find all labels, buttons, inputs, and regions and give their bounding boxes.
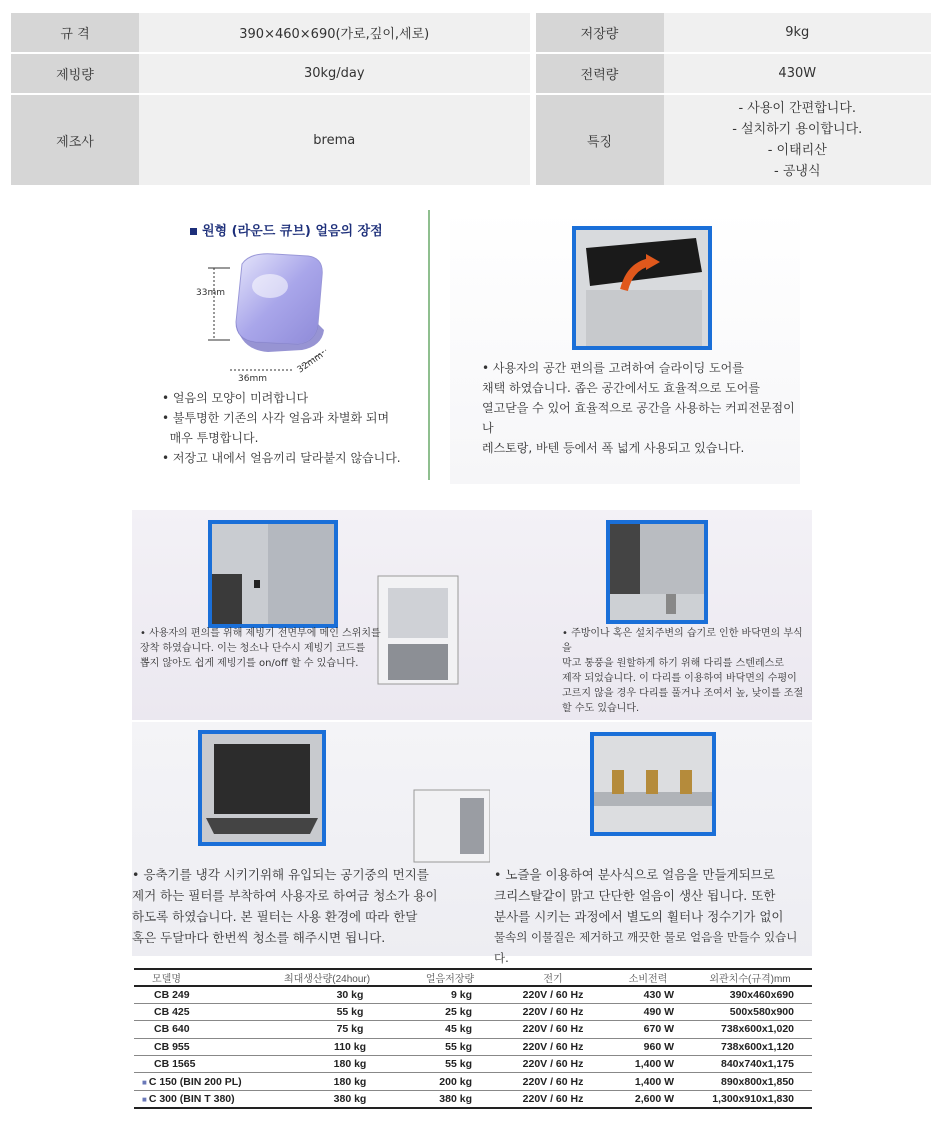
spray-nozzle-panel <box>490 722 812 965</box>
ice-cube-panel <box>160 210 430 484</box>
main-switch-panel <box>132 510 490 720</box>
size: 390x460x690 <box>688 986 812 1003</box>
power: 670 W <box>608 1021 688 1038</box>
production: 180 kg <box>252 1056 402 1073</box>
air-filter-photo <box>198 730 326 846</box>
row-mark-icon: ■ <box>142 1094 147 1104</box>
production: 110 kg <box>252 1038 402 1055</box>
feature-item: - 공냉식 <box>774 164 821 179</box>
spec-label: 규 격 <box>11 13 139 54</box>
electric: 220V / 60 Hz <box>498 1073 608 1090</box>
sliding-door-panel <box>450 210 800 484</box>
spec-value: 390×460×690(가로,깊이,세로) <box>139 13 530 54</box>
features-list <box>664 95 931 187</box>
power: 1,400 W <box>608 1073 688 1090</box>
door-panel-text: • 사용자의 공간 편의를 고려하여 슬라이딩 도어를 채택 하였습니다. 좁은 공간에서도 효율적으로 도어를 열고닫을 수 있어 효율적으로 공간을 사용하는 커피전문점이나 레스토랑, 바텐 등에서 폭 넓게 사용되고 있습니다. <box>482 361 795 455</box>
model-name: CB 249 <box>154 988 190 1001</box>
ice-machine-door-icon <box>576 230 708 346</box>
spray-nozzle-photo <box>590 732 716 836</box>
stainless-legs-photo <box>606 520 708 624</box>
dimension-depth: 32mm <box>295 350 326 376</box>
storage: 55 kg <box>402 1038 498 1055</box>
spec-row <box>11 54 931 95</box>
storage: 25 kg <box>402 1003 498 1020</box>
ice-machine-outline-icon <box>404 780 504 870</box>
filter-panel-text: • 응축기를 냉각 시키기위해 유입되는 공기중의 먼지를 제거 하는 필터를 부착하여 사용자로 하여금 청소가 용이 하도록 하였습니다. 본 필터는 사용 환경에 따라 한달 혹은 두달마다 한번씩 청소를 해주시면 됩니다. <box>132 867 438 945</box>
ice-panel-text <box>162 388 430 468</box>
table-row <box>134 986 812 1003</box>
table-row <box>134 1056 812 1073</box>
size: 1,300x910x1,830 <box>688 1090 812 1107</box>
table-row <box>134 1090 812 1107</box>
table-row <box>134 1003 812 1020</box>
power: 490 W <box>608 1003 688 1020</box>
model-spec-table <box>134 968 812 1109</box>
stainless-legs-panel <box>490 510 812 720</box>
electric: 220V / 60 Hz <box>498 1090 608 1107</box>
size: 840x740x1,175 <box>688 1056 812 1073</box>
spec-label: 제빙량 <box>11 54 139 95</box>
electric: 220V / 60 Hz <box>498 1056 608 1073</box>
legs-panel-text: • 주방이나 혹은 설치주변의 습기로 인한 바닥면의 부식을 막고 통풍을 원할하게 하기 위해 다리를 스텐레스로 제작 되었습니다. 이 다리를 이용하여 바닥면의 수평이 고르지 않을 경우 다리를 풀거나 조여서 높, 낮이를 조절 할 수도 있습니다. <box>562 628 804 714</box>
feature-item: - 이태리산 <box>767 143 827 158</box>
power: 960 W <box>608 1038 688 1055</box>
header-size: 외관치수(규격)mm <box>688 969 812 986</box>
spec-label: 제조사 <box>11 95 139 187</box>
model-name: C 300 (BIN T 380) <box>148 1092 235 1105</box>
air-filter-panel <box>132 722 490 956</box>
production: 55 kg <box>252 1003 402 1020</box>
feature-item: - 사용이 간편합니다. <box>738 101 857 116</box>
model-name: C 150 (BIN 200 PL) <box>148 1075 242 1088</box>
size: 738x600x1,120 <box>688 1038 812 1055</box>
model-name: CB 955 <box>154 1040 190 1053</box>
storage: 200 kg <box>402 1073 498 1090</box>
header-production: 최대생산량(24hour) <box>252 969 402 986</box>
spec-row <box>11 13 931 54</box>
ice-cube-illustration <box>190 246 370 386</box>
nozzle-icon <box>594 736 712 832</box>
switch-icon <box>212 524 334 624</box>
electric: 220V / 60 Hz <box>498 986 608 1003</box>
leg-icon <box>610 524 704 620</box>
table-row <box>134 1038 812 1055</box>
spec-row <box>11 95 931 187</box>
feature-item: - 설치하기 용이합니다. <box>732 122 863 137</box>
storage: 45 kg <box>402 1021 498 1038</box>
model-name: CB 640 <box>154 1023 190 1036</box>
switch-panel-text: • 사용자의 편의를 위해 제빙기 전면부에 메인 스위치를 장착 하였습니다. 이는 청소나 단수시 제빙기 코드를 뽑지 않아도 쉽게 제빙기를 on/off 할 수 있습니다. <box>140 628 381 669</box>
production: 30 kg <box>252 986 402 1003</box>
divider-line <box>428 210 430 480</box>
spec-value: brema <box>139 95 530 187</box>
production: 180 kg <box>252 1073 402 1090</box>
filter-icon <box>202 734 322 842</box>
ice-panel-title: 원형 (라운드 큐브) 얼음의 장점 <box>190 220 383 239</box>
ice-bullet: • 저장고 내에서 얼음끼리 달라붙지 않습니다. <box>162 451 401 465</box>
power: 430 W <box>608 986 688 1003</box>
storage: 55 kg <box>402 1056 498 1073</box>
spec-label: 저장량 <box>536 13 664 54</box>
storage: 380 kg <box>402 1090 498 1107</box>
spec-label: 전력량 <box>536 54 664 95</box>
main-switch-photo <box>208 520 338 628</box>
spec-table <box>11 13 931 187</box>
model-name: CB 1565 <box>154 1058 196 1071</box>
ice-bullet: • 얼음의 모양이 미려합니다 <box>162 391 309 405</box>
square-bullet-icon <box>190 228 197 235</box>
size: 500x580x900 <box>688 1003 812 1020</box>
header-storage: 얼음저장량 <box>402 969 498 986</box>
model-table-header <box>134 969 812 986</box>
power: 2,600 W <box>608 1090 688 1107</box>
electric: 220V / 60 Hz <box>498 1021 608 1038</box>
dimension-width: 36mm <box>238 374 267 384</box>
production: 75 kg <box>252 1021 402 1038</box>
model-name: CB 425 <box>154 1006 190 1019</box>
sliding-door-photo <box>572 226 712 350</box>
spec-label: 특징 <box>536 95 664 187</box>
nozzle-panel-text: • 노즐을 이용하여 분사식으로 얼음을 만들게되므로 크리스탈같이 맑고 단단한 얼음이 생산 됩니다. 또한 분사를 시키는 과정에서 별도의 휠터나 정수기가 없이 물속의 이물질은 제거하고 깨끗한 물로 얼음을 만들수 있습니다. <box>494 867 798 965</box>
size: 890x800x1,850 <box>688 1073 812 1090</box>
header-model: 모델명 <box>134 969 252 986</box>
ice-bullet: • 불투명한 기존의 사각 얼음과 차별화 되며 <box>162 411 390 425</box>
dimension-height: 33mm <box>196 288 225 298</box>
size: 738x600x1,020 <box>688 1021 812 1038</box>
table-row <box>134 1073 812 1090</box>
power: 1,400 W <box>608 1056 688 1073</box>
table-row <box>134 1021 812 1038</box>
header-electric: 전기 <box>498 969 608 986</box>
ice-bullet: 매우 투명합니다. <box>162 431 259 445</box>
spec-value: 9kg <box>664 13 931 54</box>
storage: 9 kg <box>402 986 498 1003</box>
header-power: 소비전력 <box>608 969 688 986</box>
electric: 220V / 60 Hz <box>498 1038 608 1055</box>
spec-value: 30kg/day <box>139 54 530 95</box>
row-mark-icon: ■ <box>142 1077 147 1087</box>
spec-value: 430W <box>664 54 931 95</box>
electric: 220V / 60 Hz <box>498 1003 608 1020</box>
production: 380 kg <box>252 1090 402 1107</box>
